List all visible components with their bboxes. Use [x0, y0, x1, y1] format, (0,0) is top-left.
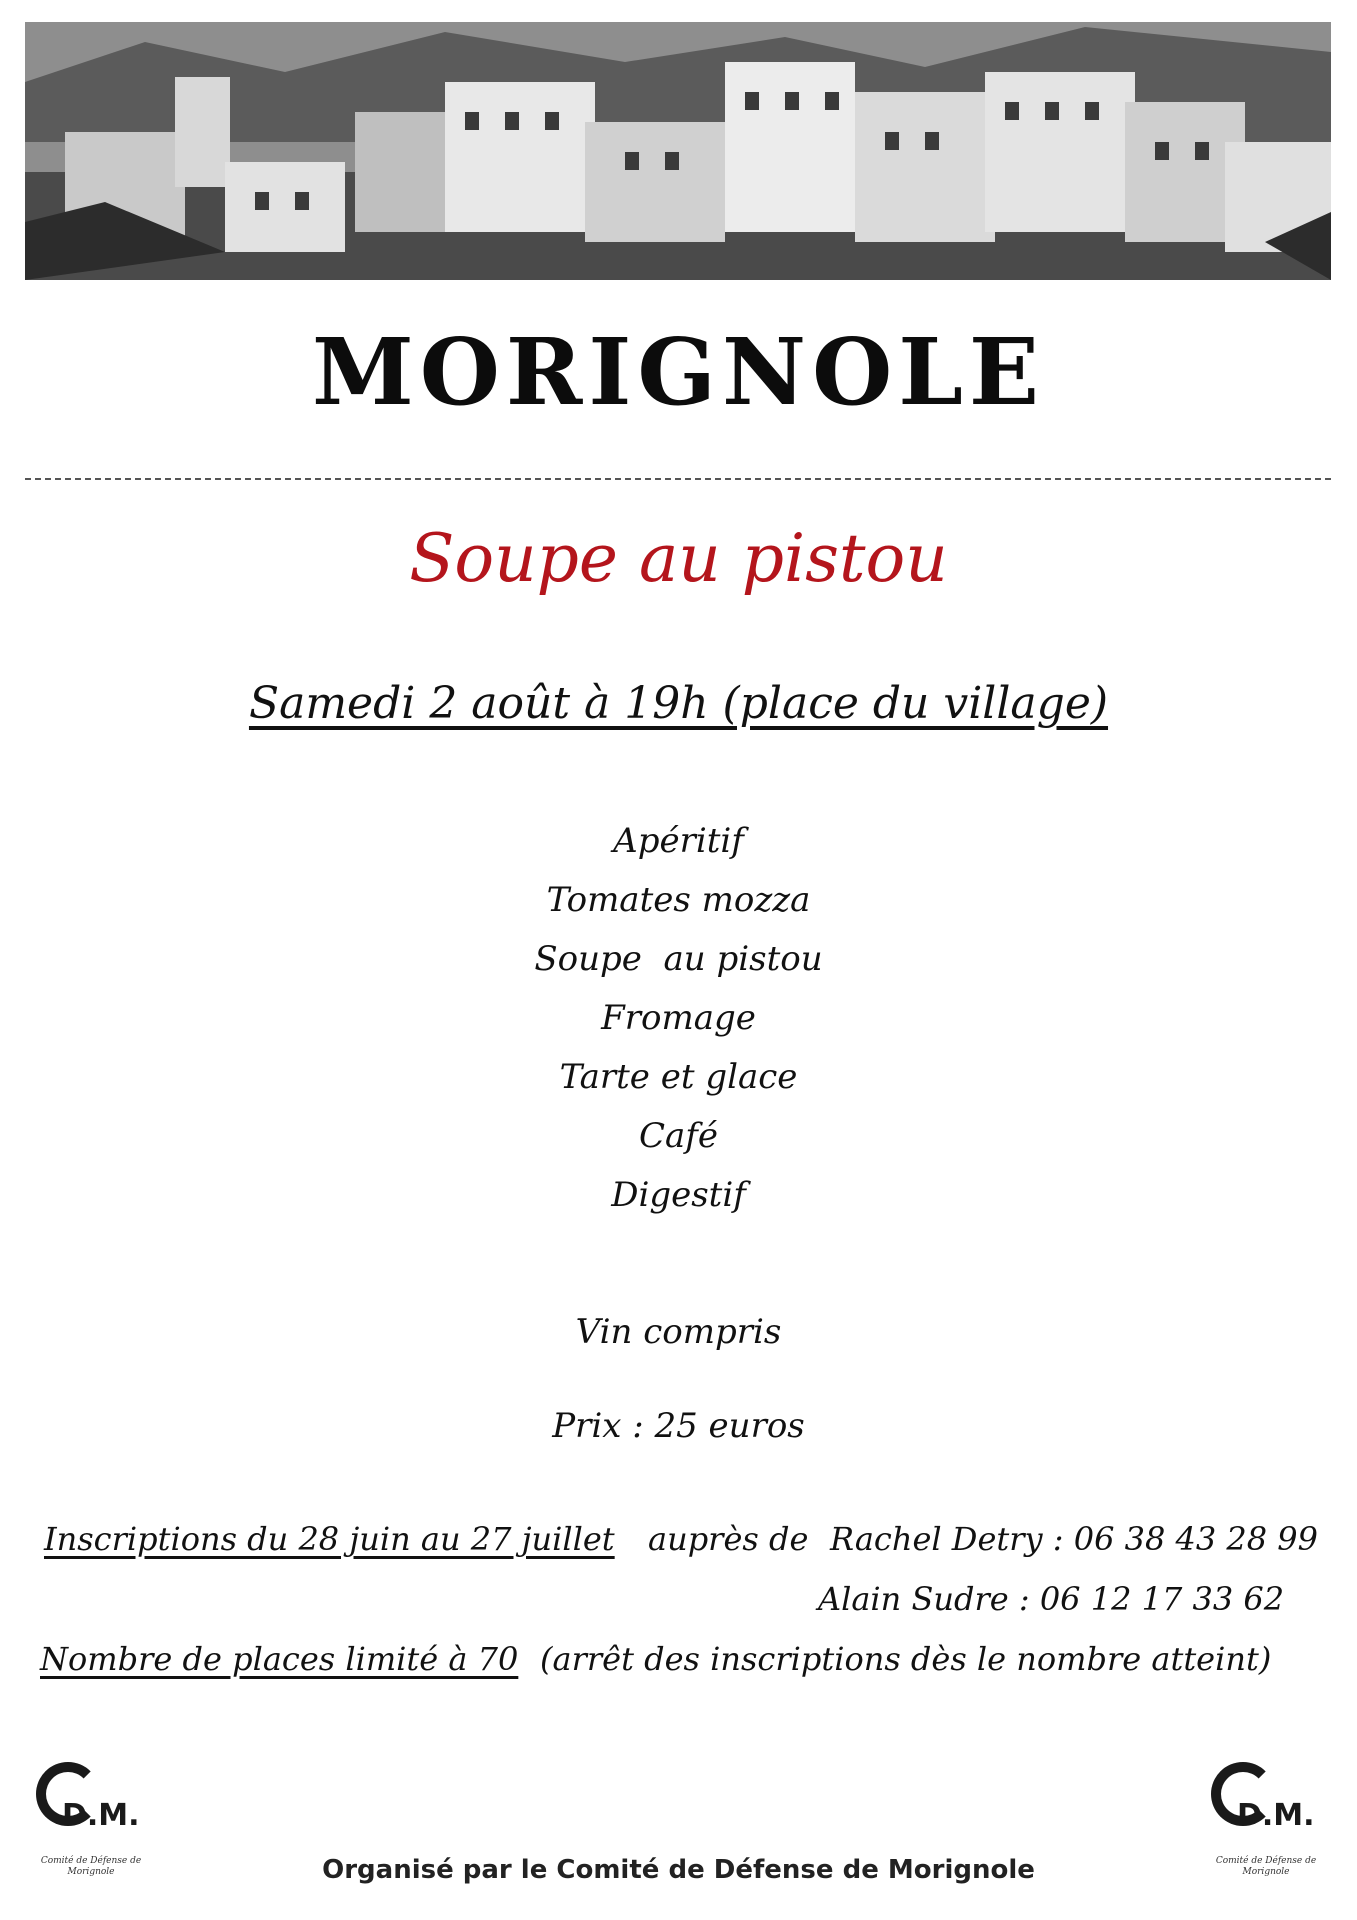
dashed-divider: [25, 478, 1331, 480]
event-title: Soupe au pistou: [409, 520, 948, 597]
village-photo: [25, 22, 1331, 280]
registration-with: auprès de: [648, 1520, 809, 1558]
places-limit: Nombre de places limité à 70: [40, 1640, 519, 1678]
logo-abbr: D.M.: [62, 1798, 140, 1833]
registration-period: Inscriptions du 28 juin au 27 juillet: [44, 1520, 615, 1558]
menu-item: Apéritif: [613, 821, 744, 861]
price: Prix : 25 euros: [552, 1406, 805, 1446]
menu-item: Café: [639, 1116, 718, 1156]
menu-item: Soupe au pistou: [534, 939, 823, 979]
contact-rachel: Rachel Detry : 06 38 43 28 99: [830, 1520, 1319, 1558]
event-date: Samedi 2 août à 19h (place du village): [248, 678, 1109, 729]
menu-list: [0, 812, 1357, 1225]
wine-note: Vin compris: [575, 1312, 782, 1352]
menu-item: Tarte et glace: [559, 1057, 798, 1097]
page-title: MORIGNOLE: [311, 318, 1046, 426]
organizer-footer: Organisé par le Comité de Défense de Morignole: [322, 1855, 1035, 1885]
menu-item: Fromage: [601, 998, 756, 1038]
places-note: (arrêt des inscriptions dès le nombre atteint): [540, 1640, 1272, 1678]
logo-caption: Comité de Défense de Morignole: [40, 1856, 142, 1877]
logo-abbr: D.M.: [1237, 1798, 1315, 1833]
contact-alain: Alain Sudre : 06 12 17 33 62: [818, 1580, 1285, 1618]
menu-item: Tomates mozza: [546, 880, 811, 920]
menu-item: Digestif: [611, 1175, 746, 1215]
logo-caption: Comité de Défense de Morignole: [1215, 1856, 1317, 1877]
